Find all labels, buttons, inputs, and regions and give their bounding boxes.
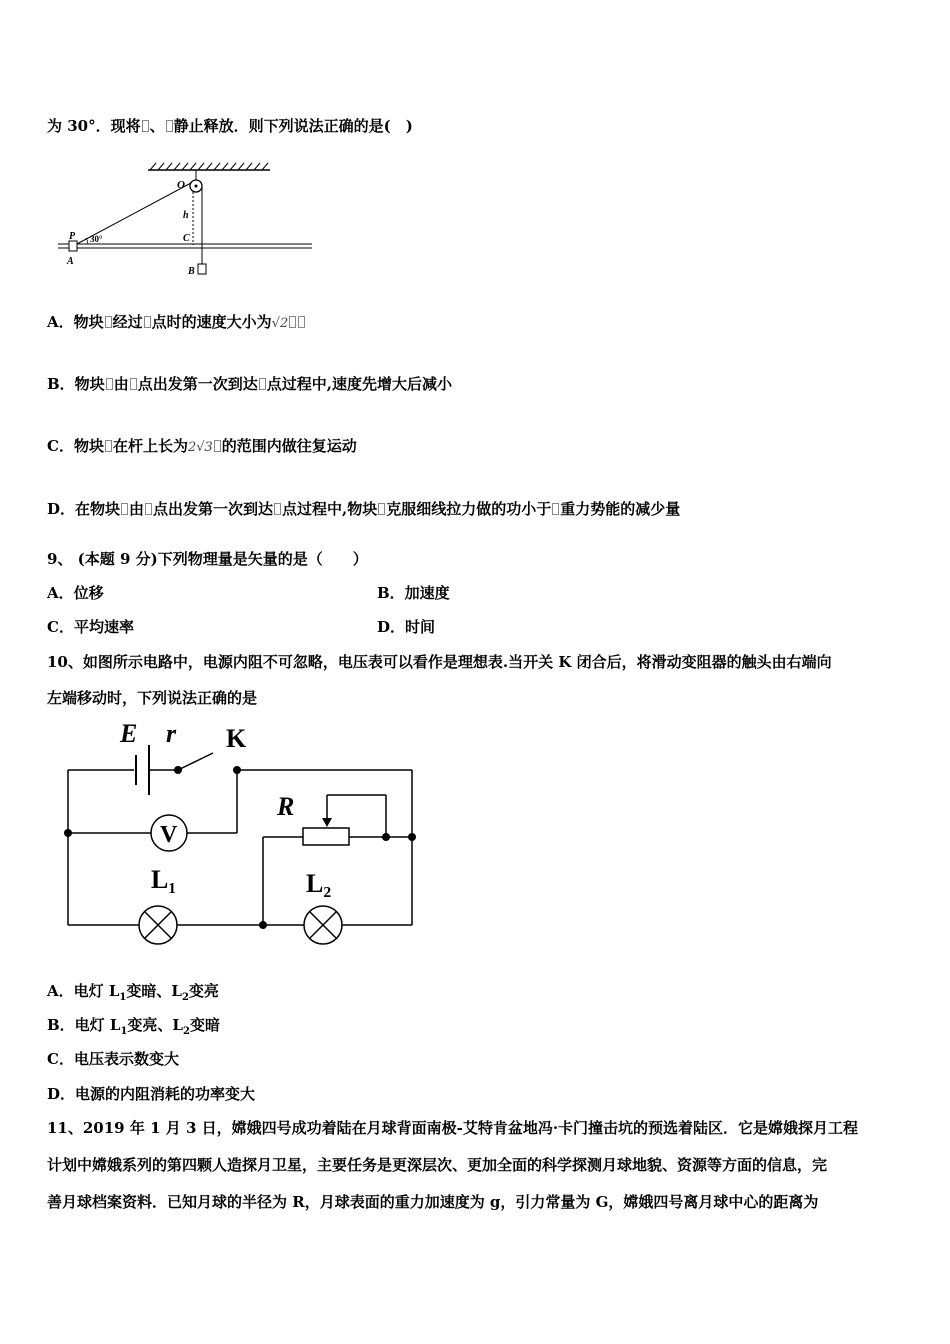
q11-stem-line1: 11、2019 年 1 月 3 日，嫦娥四号成功着陆在月球背面南极-艾特肯盆地冯·卡门撞击坑的预选着陆区．它是嫦娥探月工程 xyxy=(47,1119,859,1137)
q11-stem-line3: 善月球档案资料．已知月球的半径为 R，月球表面的重力加速度为 g，引力常量为 G，嫦娥四号离月球中心的距离为 xyxy=(47,1193,819,1211)
q10-option-d: D．电源的内阻消耗的功率变大 xyxy=(47,1085,256,1103)
missing-glyph-box xyxy=(145,503,152,515)
label-B: B xyxy=(188,266,195,277)
q9-option-d: D．时间 xyxy=(377,618,436,636)
missing-glyph-box xyxy=(378,503,385,515)
missing-glyph-box xyxy=(274,503,281,515)
q10-stem-line1: 10、如图所示电路中，电源内阻不可忽略，电压表可以看作是理想表.当开关 K 闭合后，将滑动变阻器的触头由右端向 xyxy=(47,653,832,671)
label-angle: 30° xyxy=(90,234,103,244)
q10-option-c: C．电压表示数变大 xyxy=(47,1050,179,1068)
sqrt-expression: √2 xyxy=(271,316,289,331)
missing-glyph-box xyxy=(142,120,149,132)
q8-option-a: A．物块 经过 点时的速度大小为√2 xyxy=(47,312,306,334)
label-r: r xyxy=(166,719,177,748)
q8-option-d: D．在物块 由 点出发第一次到达 点过程中,物块 克服细线拉力做的功小于 重力势能的减少量 xyxy=(47,500,681,518)
label-L2: L₂ xyxy=(306,869,332,898)
label-R: R xyxy=(277,792,295,821)
label-E: E xyxy=(120,719,138,748)
missing-glyph-box xyxy=(166,120,173,132)
lamp-L1 xyxy=(139,906,177,944)
sqrt-expression: 2√3 xyxy=(187,440,213,455)
pulley-figure xyxy=(50,160,320,282)
label-L1: L₁ xyxy=(151,865,177,894)
label-K: K xyxy=(226,724,247,753)
missing-glyph-box xyxy=(121,503,128,515)
label-P: P xyxy=(69,231,76,242)
label-C: C xyxy=(183,233,190,244)
q10-stem-line2: 左端移动时，下列说法正确的是 xyxy=(47,689,258,707)
q8-option-b: B．物块 由 点出发第一次到达 点过程中,速度先增大后减小 xyxy=(47,375,452,393)
missing-glyph-box xyxy=(106,378,113,390)
label-h: h xyxy=(183,210,189,221)
missing-glyph-box xyxy=(298,316,305,328)
missing-glyph-box xyxy=(144,316,151,328)
missing-glyph-box xyxy=(552,503,559,515)
q9-stem: 9、 (本题 9 分)下列物理量是矢量的是（ ） xyxy=(47,550,368,568)
missing-glyph-box xyxy=(130,378,137,390)
q10-option-a: A．电灯 $L_1$变暗、$L_2$变亮 xyxy=(47,982,219,1003)
q11-stem-line2: 计划中嫦娥系列的第四颗人造探月卫星，主要任务是更深层次、更加全面的科学探测月球地貌、资源等方面的信息，完 xyxy=(47,1156,828,1174)
q9-option-c: C．平均速率 xyxy=(47,618,134,636)
missing-glyph-box xyxy=(105,440,112,452)
q9-option-b: B．加速度 xyxy=(377,584,450,602)
q10-option-b: B．电灯 $L_1$变亮、$L_2$变暗 xyxy=(47,1016,220,1037)
missing-glyph-box xyxy=(259,378,266,390)
q8-option-c: C．物块 在杆上长为2√3 的范围内做往复运动 xyxy=(47,437,357,455)
q9-option-a: A．位移 xyxy=(47,584,104,602)
svg-text:V: V xyxy=(160,822,178,848)
q8-stem: 为 30°．现将 、 静止释放．则下列说法正确的是( ) xyxy=(47,117,413,135)
label-O: O xyxy=(177,179,185,191)
missing-glyph-box xyxy=(214,440,221,452)
missing-glyph-box xyxy=(289,316,296,328)
circuit-diagram xyxy=(50,715,430,950)
lamp-L2 xyxy=(304,906,342,944)
missing-glyph-box xyxy=(105,316,112,328)
label-A: A xyxy=(67,256,74,267)
